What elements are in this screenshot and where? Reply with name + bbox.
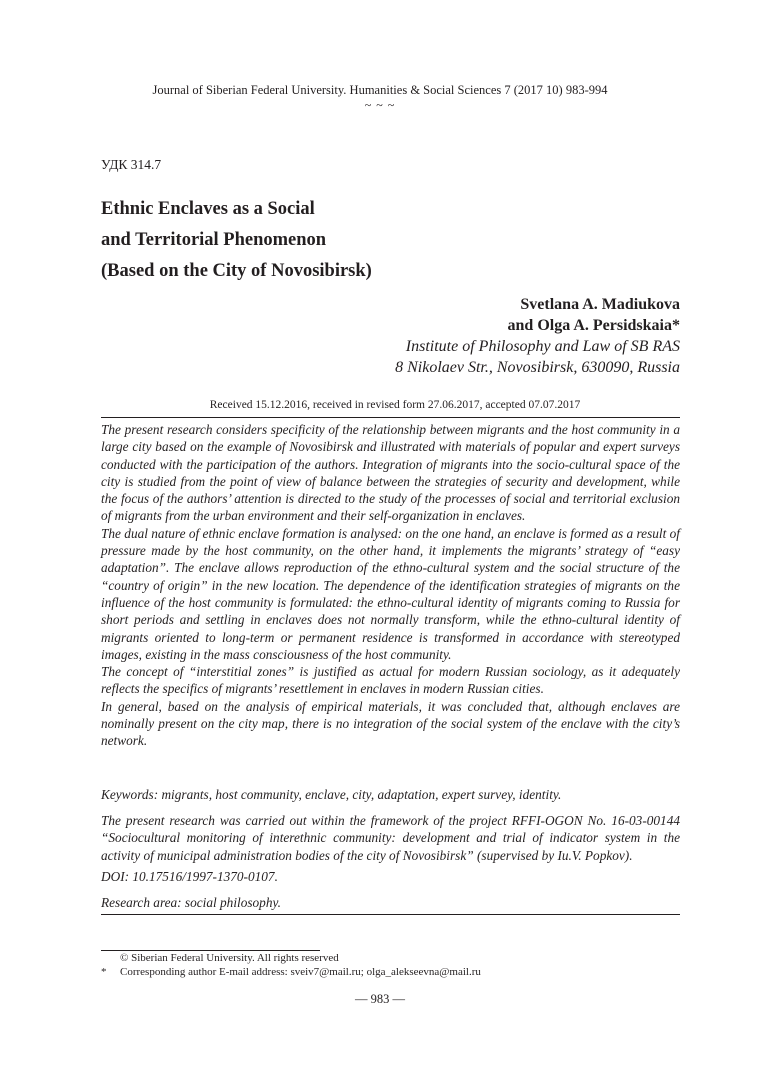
udk-code: УДК 314.7 <box>101 157 162 172</box>
author-institution: Institute of Philosophy and Law of SB RAS <box>405 338 680 355</box>
asterisk-mark: * <box>101 966 107 978</box>
funding-note: The present research was carried out within the framework of the project RFFI-OGON No. 16-03-00144 “Sociocultural monitoring of interethnic community: development and trial of indicator system in the activity of municipal administration bodies of the city of Novosibirsk” (supervised by Iu.V. Popkov). <box>101 813 680 863</box>
page-number: — 983 — <box>355 992 405 1006</box>
received-dates: Received 15.12.2016, received in revised form 27.06.2017, accepted 07.07.2017 <box>209 399 581 411</box>
header-ornament: ~ ~ ~ <box>364 98 396 112</box>
abstract-paragraph: The dual nature of ethnic enclave formation is analysed: on the one hand, an enclave is formed as a result of pressure made by the host community, on the other hand, it implements the migrants’ strategy of “easy adaptation”. The enclave allows reproduction of the ethno-cultural system and the social structure of the “country of origin” in the new location. The dependence of the identification strategies of migrants on the influence of the host community is formulated: the ethno-cultural identity of migrants coming to Russia for short periods and settling in enclaves does not normally transform, while the ethno-cultural identity of migrants oriented to long-term or permanent residence is transformed in accordance with stereotyped images, existing in the mass consciousness of the host community. <box>101 525 680 662</box>
abstract-top-rule <box>101 417 680 418</box>
author-address: 8 Nikolaev Str., Novosibirsk, 630090, Russia <box>395 359 680 376</box>
copyright-text: © Siberian Federal University. All rights reserved <box>120 952 339 964</box>
abstract <box>101 421 680 750</box>
author-line-1: Svetlana A. Madiukova <box>520 296 680 313</box>
journal-header: Journal of Siberian Federal University. Humanities & Social Sciences 7 (2017 10) 983-994 <box>152 83 608 97</box>
corresponding-author-footnote <box>101 966 481 979</box>
research-area: Research area: social philosophy. <box>101 895 281 910</box>
article-title <box>101 194 372 287</box>
author-block <box>395 294 680 378</box>
abstract-bottom-rule <box>101 914 680 915</box>
keywords: Keywords: migrants, host community, enclave, city, adaptation, expert survey, identity. <box>101 787 562 802</box>
copyright-footnote <box>101 952 339 965</box>
title-line-3: (Based on the City of Novosibirsk) <box>101 261 372 281</box>
abstract-paragraph: The present research considers specificity of the relationship between migrants and the host community in a large city based on the example of Novosibirsk and illustrated with materials of popular and expert surveys conducted with the participation of the authors. Integration of migrants into the socio-cultural space of the city is studied from the point of view of balance between the strategies of security and development, while the focus of the authors’ attention is directed to the study of the processes of social and territorial exclusion of migrants from the urban environment and their self-organization in enclaves. <box>101 422 680 524</box>
abstract-paragraph: The concept of “interstitial zones” is justified as actual for modern Russian sociology, as it adequately reflects the specifics of migrants’ resettlement in enclaves in modern Russian cities. <box>101 664 680 697</box>
author-line-2: and Olga A. Persidskaia* <box>507 317 680 334</box>
abstract-paragraph: In general, based on the analysis of empirical materials, it was concluded that, although enclaves are nominally present on the city map, there is no integration of the social system of the enclave with the city’s network. <box>101 698 680 749</box>
corresponding-author-text: Corresponding author E-mail address: sveiv7@mail.ru; olga_alekseevna@mail.ru <box>120 966 481 978</box>
title-line-2: and Territorial Phenomenon <box>101 230 327 250</box>
title-line-1: Ethnic Enclaves as a Social <box>101 199 315 219</box>
footnote-rule <box>101 950 320 951</box>
doi: DOI: 10.17516/1997-1370-0107. <box>101 869 278 884</box>
